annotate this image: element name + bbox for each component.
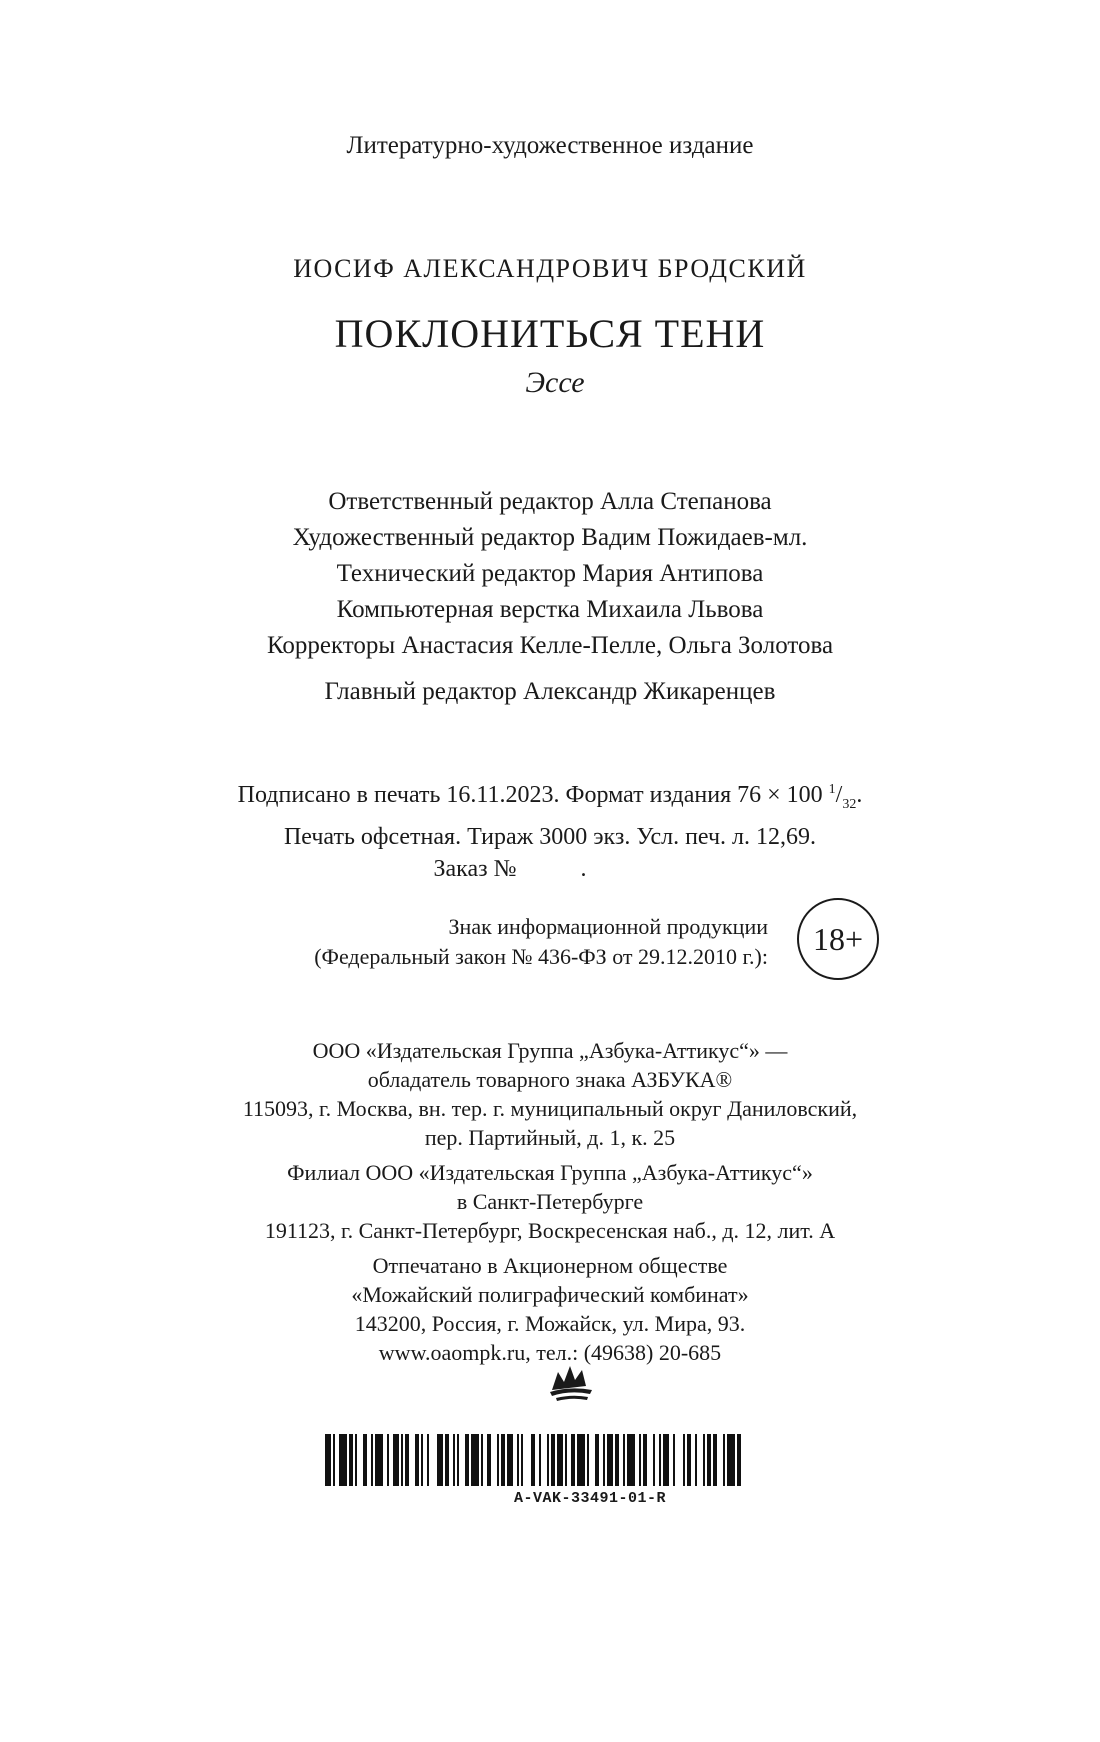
barcode-bar xyxy=(465,1434,469,1486)
barcode-bar xyxy=(405,1434,409,1486)
barcode-bar xyxy=(437,1434,443,1486)
barcode-bar xyxy=(695,1434,697,1486)
printer-line: www.oaompk.ru, тел.: (49638) 20-685 xyxy=(378,1340,722,1365)
barcode-bar xyxy=(627,1434,635,1486)
barcode-bar xyxy=(727,1434,735,1486)
credit-line: Компьютерная верстка Михаила Львова xyxy=(336,596,764,623)
barcode-number: A-VAK-33491-01-R xyxy=(513,1490,667,1507)
barcode-bar xyxy=(713,1434,717,1486)
book-title: ПОКЛОНИТЬСЯ ТЕНИ xyxy=(334,311,766,356)
publisher-line: пер. Партийный, д. 1, к. 25 xyxy=(424,1125,676,1150)
publisher-line: обладатель товарного знака АЗБУКА® xyxy=(367,1067,733,1092)
barcode-bar xyxy=(587,1434,589,1486)
barcode-bar xyxy=(355,1434,357,1486)
genre-line: Литературно-художественное издание xyxy=(346,132,754,159)
barcode-bar xyxy=(547,1434,549,1486)
barcode-bar xyxy=(387,1434,389,1486)
barcode-bar xyxy=(723,1434,725,1486)
printer-line: 143200, Россия, г. Можайск, ул. Мира, 93. xyxy=(354,1311,746,1336)
barcode-bar xyxy=(339,1434,347,1486)
barcode-bar xyxy=(325,1434,331,1486)
barcode-bar xyxy=(615,1434,619,1486)
printer-block xyxy=(0,1251,1100,1367)
print-info-line-1 xyxy=(0,774,1100,821)
book-subtitle: Эссе xyxy=(525,366,585,399)
barcode-bar xyxy=(707,1434,711,1486)
credit-line: Технический редактор Мария Антипова xyxy=(336,560,764,587)
barcode-bar xyxy=(453,1434,455,1486)
printer-line: «Можайский полиграфический комбинат» xyxy=(351,1282,749,1307)
credit-line: Корректоры Анастасия Келле-Пелле, Ольга Золотова xyxy=(266,632,834,659)
barcode-bar xyxy=(497,1434,499,1486)
order-number-line xyxy=(0,853,1100,885)
barcode-bar xyxy=(687,1434,691,1486)
barcode-bar xyxy=(603,1434,605,1486)
credits-list xyxy=(0,484,1100,664)
order-end: . xyxy=(580,855,587,882)
barcode-bar xyxy=(643,1434,647,1486)
barcode-bar xyxy=(333,1434,335,1486)
barcode-bar xyxy=(427,1434,429,1486)
barcode-bar xyxy=(595,1434,599,1486)
barcode-bar xyxy=(445,1434,449,1486)
barcode-bar xyxy=(517,1434,519,1486)
barcode-bar xyxy=(531,1434,535,1486)
print-format-end: . xyxy=(856,782,863,808)
fraction-denominator: 32 xyxy=(842,796,857,812)
barcode-bar xyxy=(551,1434,555,1486)
author-name: ИОСИФ АЛЕКСАНДРОВИЧ БРОДСКИЙ xyxy=(293,254,807,283)
barcode-bar xyxy=(363,1434,367,1486)
print-format-text: Подписано в печать 16.11.2023. Формат издания 76 × 100 xyxy=(237,782,829,808)
branch-line: 191123, г. Санкт-Петербург, Воскресенская наб., д. 12, лит. А xyxy=(264,1218,836,1243)
barcode-bar xyxy=(487,1434,491,1486)
barcode-bar xyxy=(623,1434,625,1486)
print-info xyxy=(0,774,1100,885)
barcode-bar xyxy=(653,1434,655,1486)
publisher-line: 115093, г. Москва, вн. тер. г. муниципальный округ Даниловский, xyxy=(242,1096,858,1121)
barcode-bar xyxy=(577,1434,585,1486)
info-mark-line-1: Знак информационной продукции xyxy=(448,914,768,939)
barcode-bar xyxy=(539,1434,541,1486)
format-fraction: $^1/_{32}$ xyxy=(828,782,857,812)
credit-line: Художественный редактор Вадим Пожидаев-мл. xyxy=(292,524,808,551)
credit-line: Ответственный редактор Алла Степанова xyxy=(328,488,772,515)
barcode-bar xyxy=(737,1434,741,1486)
publisher-logo-icon xyxy=(548,1360,594,1406)
barcode-bar xyxy=(375,1434,383,1486)
barcode-bar xyxy=(639,1434,641,1486)
barcode-bar xyxy=(663,1434,669,1486)
barcode-bar xyxy=(401,1434,403,1486)
barcode-bar xyxy=(507,1434,513,1486)
barcode-bar xyxy=(659,1434,661,1486)
barcode-bar xyxy=(421,1434,423,1486)
barcode-bar xyxy=(349,1434,353,1486)
publisher-line: ООО «Издательская Группа „Азбука-Аттикус“» — xyxy=(312,1038,788,1063)
print-info-line-2: Печать офсетная. Тираж 3000 экз. Усл. печ. л. 12,69. xyxy=(283,823,817,850)
barcode-bar xyxy=(557,1434,563,1486)
age-rating-badge: 18+ xyxy=(797,898,879,980)
fraction-numerator: 1 xyxy=(828,782,836,797)
barcode-bar xyxy=(565,1434,567,1486)
barcode-bar xyxy=(457,1434,459,1486)
publisher-block xyxy=(0,1036,1100,1152)
barcode xyxy=(325,1434,827,1486)
barcode-bar xyxy=(571,1434,575,1486)
barcode-bar xyxy=(521,1434,523,1486)
barcode-bar xyxy=(471,1434,479,1486)
barcode-bar xyxy=(683,1434,685,1486)
publisher-info xyxy=(0,1036,1100,1373)
barcode-bar xyxy=(673,1434,675,1486)
order-label: Заказ № xyxy=(433,855,517,882)
branch-line: Филиал ООО «Издательская Группа „Азбука-Аттикус“» xyxy=(287,1160,813,1185)
printer-line: Отпечатано в Акционерном обществе xyxy=(372,1253,728,1278)
branch-line: в Санкт-Петербурге xyxy=(456,1189,644,1214)
barcode-bar xyxy=(607,1434,613,1486)
barcode-bar xyxy=(393,1434,399,1486)
info-mark-text xyxy=(314,912,768,972)
barcode-bar xyxy=(371,1434,373,1486)
barcode-bar xyxy=(415,1434,419,1486)
barcode-bar xyxy=(481,1434,483,1486)
barcode-bar xyxy=(703,1434,705,1486)
branch-block xyxy=(0,1158,1100,1245)
chief-editor: Главный редактор Александр Жикаренцев xyxy=(324,678,776,705)
barcode-bar xyxy=(501,1434,505,1486)
info-mark-line-2: (Федеральный закон № 436-ФЗ от 29.12.2010 г.): xyxy=(314,944,768,969)
